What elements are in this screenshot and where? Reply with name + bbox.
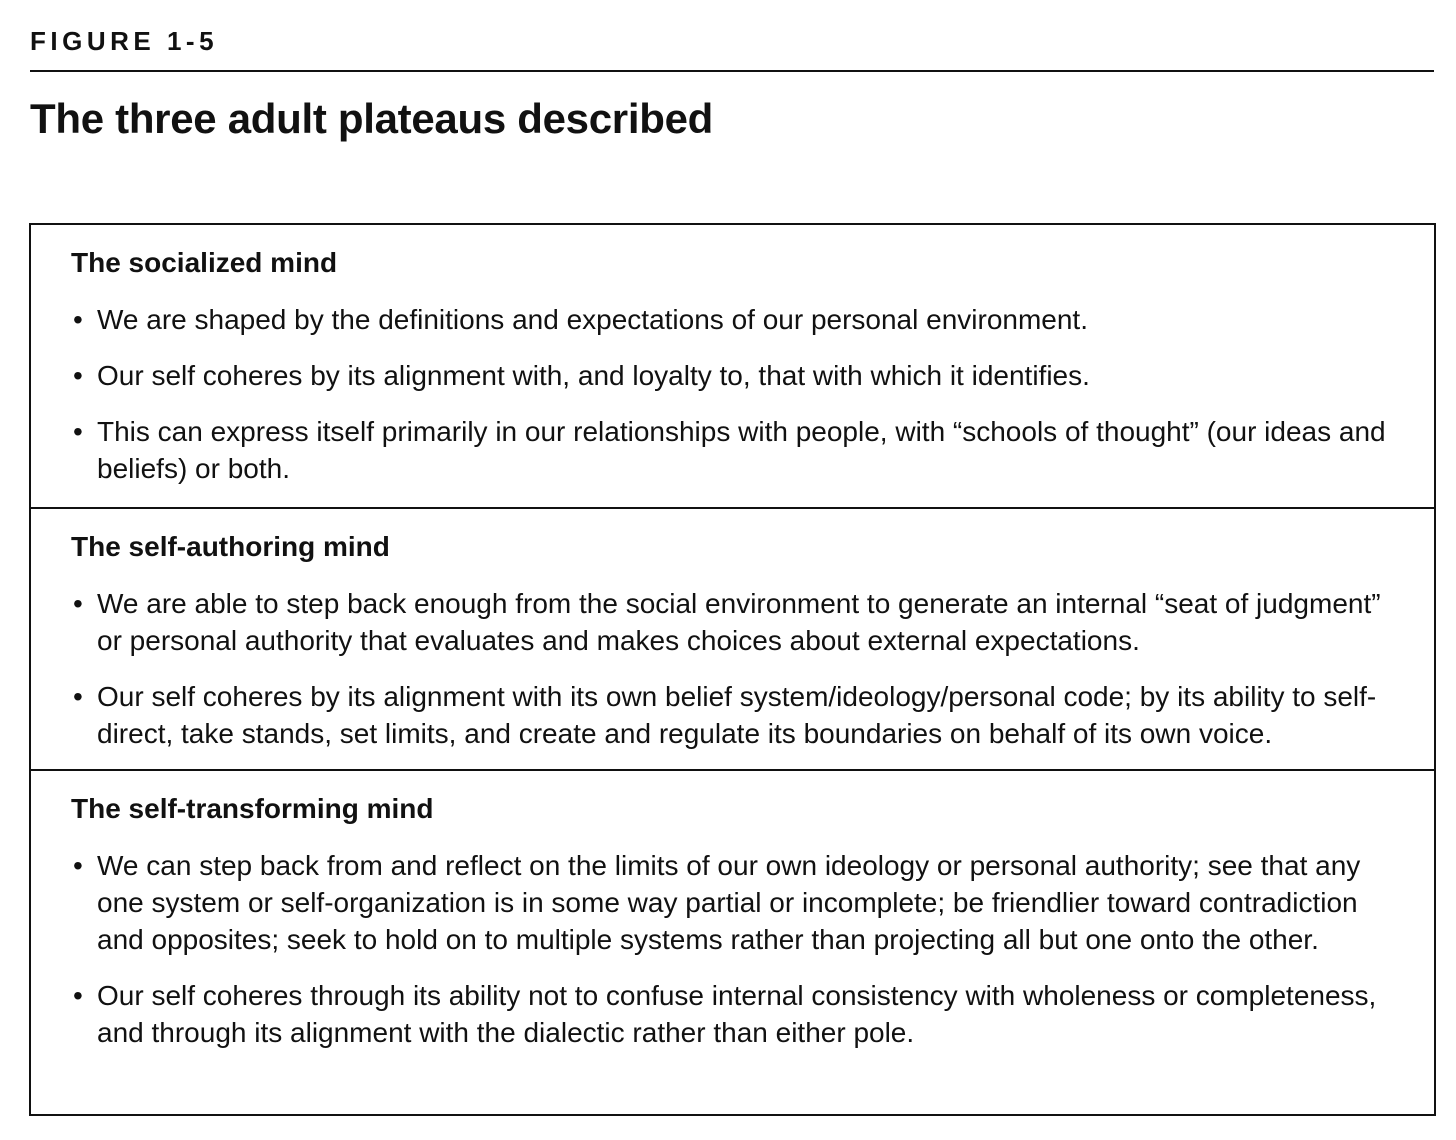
- bullet-icon: •: [73, 681, 83, 712]
- bullet-list: [71, 585, 1404, 752]
- figure-title: The three adult plateaus described: [30, 95, 713, 142]
- figure-label: FIGURE 1-5: [30, 26, 219, 56]
- bullet-icon: •: [73, 588, 83, 619]
- bullet-item: [71, 678, 1404, 752]
- bullet-item: [71, 357, 1404, 394]
- section-title: The socialized mind: [71, 247, 338, 278]
- bullet-icon: •: [73, 980, 83, 1011]
- bullet-text: We are able to step back enough from the social environment to generate an internal “seat of judgment” or personal authority that evaluates and makes choices about external expectations.: [97, 588, 1381, 656]
- bullet-item: [71, 977, 1404, 1051]
- bullet-icon: •: [73, 304, 83, 335]
- bullet-list: [71, 847, 1404, 1051]
- bullet-item: [71, 413, 1404, 487]
- section-socialized-mind: [31, 225, 1434, 507]
- section-title: The self-transforming mind: [71, 793, 434, 824]
- header-divider: [30, 70, 1434, 72]
- bullet-icon: •: [73, 360, 83, 391]
- section-self-authoring-mind: [31, 507, 1434, 769]
- bullet-list: [71, 301, 1404, 487]
- section-self-transforming-mind: [31, 769, 1434, 1114]
- bullet-item: [71, 301, 1404, 338]
- bullet-item: [71, 585, 1404, 659]
- bullet-icon: •: [73, 416, 83, 447]
- bullet-text: Our self coheres by its alignment with, and loyalty to, that with which it identifies.: [97, 360, 1090, 391]
- bullet-text: We can step back from and reflect on the limits of our own ideology or personal authority; see that any one system or self-organization is in some way partial or incomplete; be friendlier toward contradiction and opposites; seek to hold on to multiple systems rather than projecting all but one onto the other.: [97, 850, 1361, 955]
- bullet-text: We are shaped by the definitions and expectations of our personal environment.: [97, 304, 1088, 335]
- bullet-item: [71, 847, 1404, 958]
- section-title: The self-authoring mind: [71, 531, 390, 562]
- bullet-icon: •: [73, 850, 83, 881]
- bullet-text: Our self coheres by its alignment with its own belief system/ideology/personal code; by its ability to self-direct, take stands, set limits, and create and regulate its boundaries on behalf of its own voice.: [97, 681, 1377, 749]
- bullet-text: Our self coheres through its ability not to confuse internal consistency with wholeness or completeness, and through its alignment with the dialectic rather than either pole.: [97, 980, 1377, 1048]
- plateaus-table: [29, 223, 1436, 1116]
- bullet-text: This can express itself primarily in our relationships with people, with “schools of thought” (our ideas and beliefs) or both.: [97, 416, 1386, 484]
